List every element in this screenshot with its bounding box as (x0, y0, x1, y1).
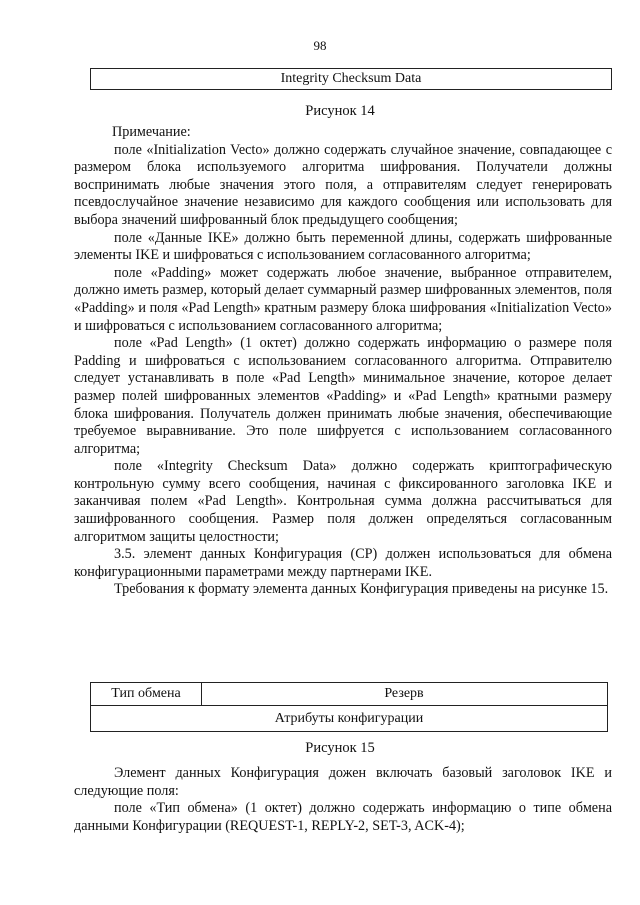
figure14-field-box (90, 68, 612, 90)
cell-exchange-type: Тип обмена (91, 683, 202, 705)
figure15-table (90, 682, 608, 732)
paragraph: Элемент данных Конфигурация дожен включать базовый заголовок IKE и следующие поля: (74, 765, 612, 799)
cell-attributes: Атрибуты конфигурации (274, 710, 424, 726)
paragraph: поле «Pad Length» (1 октет) должно содержать информацию о размере поля Padding и шифроваться с использованием согласованного алгоритма. Отправителю следует устанавливать в поле «Pad Length» минимальное значение, которое делает размер полей шифрованных элементов «Padding» и «Pad Length» кратными размеру блока шифрования. Получатель должен принимать любые значения, обеспечивающие требуемое выравнивание. Это поле шифруется с использованием согласованного алгоритма; (74, 335, 612, 457)
figure14-caption: Рисунок 14 (305, 103, 375, 119)
paragraph: поле «Данные IKE» должно быть переменной длины, содержать шифрованные элементы IKE и шифроваться с использованием согласованного алгоритма; (74, 229, 612, 264)
figure15-row-1 (91, 683, 607, 706)
figure15-caption: Рисунок 15 (305, 740, 375, 756)
paragraph: поле «Integrity Checksum Data» должно содержать криптографическую контрольную сумму всего сообщения, начиная с фиксированного заголовка IKE и заканчивая полем «Pad Length». Контрольная сумма должна рассчитываться для зашифрованного сообщения. Размер поля должен определяться согласованным алгоритмом защиты целостности; (74, 458, 612, 545)
paragraph: 3.5. элемент данных Конфигурация (CP) должен использоваться для обмена конфигурационными параметрами между партнерами IKE. (74, 546, 612, 580)
paragraph: поле «Тип обмена» (1 октет) должно содержать информацию о типе обмена данными Конфигурации (REQUEST-1, REPLY-2, SET-3, ACK-4); (74, 800, 612, 834)
body-text-bottom (74, 765, 612, 835)
figure14-field-label: Integrity Checksum Data (280, 71, 422, 86)
paragraph: поле «Padding» может содержать любое значение, выбранное отправителем, должно иметь размер, который делает суммарный размер шифрованных элементов, поля «Padding» и поля «Pad Length» кратным размеру блока шифрования «Initialization Vecto» и шифроваться с использованием согласованного алгоритма; (74, 264, 612, 334)
page-number: 98 (313, 38, 327, 53)
body-text-top (74, 124, 612, 599)
paragraph: Требования к формату элемента данных Конфигурация приведены на рисунке 15. (114, 581, 609, 598)
paragraph: поле «Initialization Vecto» должно содержать случайное значение, совпадающее с размером блока используемого алгоритма шифрования. Получатели должны воспринимать любые значения этого поля, а отправителям следует генерировать псевдослучайное значение независимо для каждого сообщения или использовать для выбора значений шифрованный блок предыдущего сообщения; (74, 141, 612, 228)
cell-reserved: Резерв (384, 686, 424, 701)
note-label: Примечание: (112, 124, 191, 140)
